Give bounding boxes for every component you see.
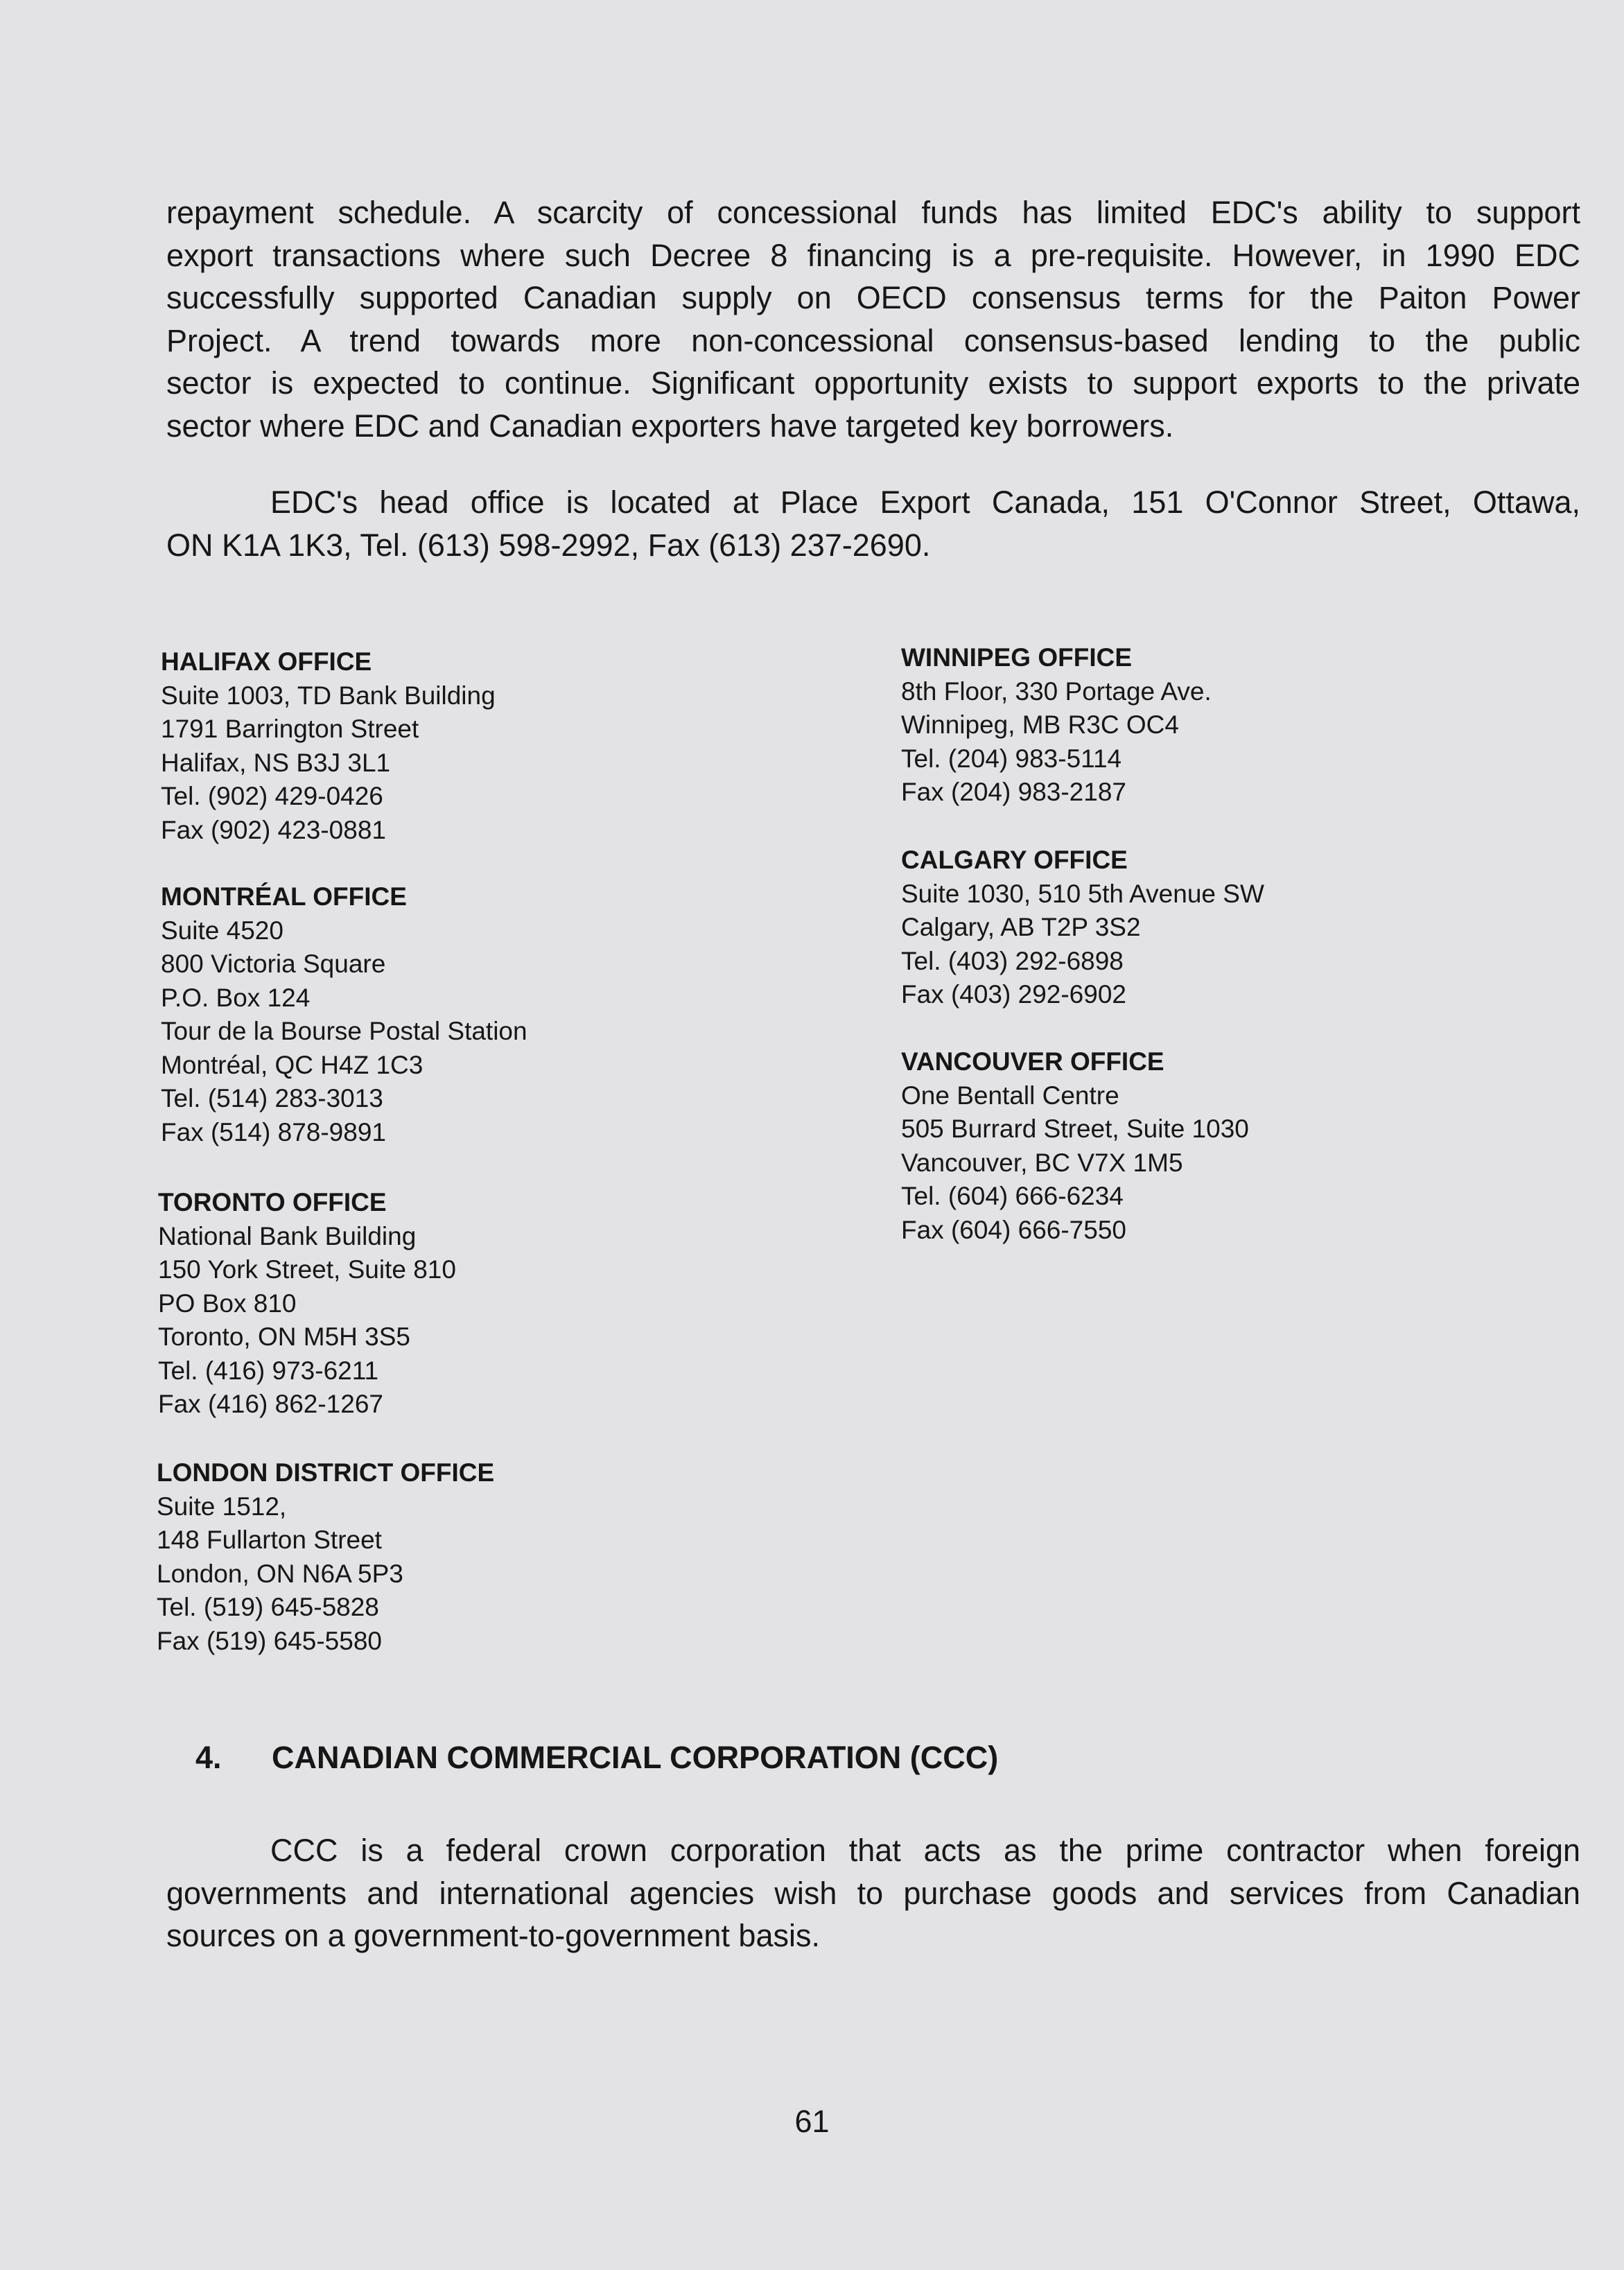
office-line: Tel. (514) 283-3013 [161, 1084, 383, 1112]
office-line: Tel. (604) 666-6234 [901, 1182, 1124, 1210]
office-line: Tel. (204) 983-5114 [901, 744, 1122, 773]
office-line: Suite 1512, [157, 1492, 287, 1521]
office-line: 150 York Street, Suite 810 [158, 1255, 456, 1284]
office-name: HALIFAX OFFICE [161, 647, 372, 676]
office-name: MONTRÉAL OFFICE [161, 882, 407, 911]
text-line: Project. A trend towards more non-concessional consensus-based lending to the public [166, 322, 1580, 358]
office-line: National Bank Building [158, 1221, 417, 1250]
office-line: Suite 1003, TD Bank Building [161, 681, 496, 710]
office-line: 800 Victoria Square [161, 950, 386, 978]
office-line: PO Box 810 [158, 1289, 297, 1318]
text-line: export transactions where such Decree 8 financing is a pre-requisite. However, in 1990 EDC [166, 237, 1580, 273]
office-line: One Bentall Centre [901, 1081, 1119, 1110]
text-line: successfully supported Canadian supply on OECD consensus terms for the Paiton Power [166, 280, 1580, 315]
office-line: Fax (416) 862-1267 [158, 1390, 383, 1418]
office-line: Winnipeg, MB R3C OC4 [901, 710, 1179, 739]
office-calgary [901, 844, 1264, 1012]
office-london-district [157, 1456, 494, 1658]
text-line: sector is expected to continue. Significant opportunity exists to support exports to the private [166, 365, 1580, 401]
office-line: Tel. (403) 292-6898 [901, 946, 1124, 975]
office-line: Toronto, ON M5H 3S5 [158, 1322, 410, 1351]
office-line: Tel. (902) 429-0426 [161, 782, 383, 810]
text-line: sector where EDC and Canadian exporters have targeted key borrowers. [166, 408, 1174, 444]
office-name: CALGARY OFFICE [901, 846, 1128, 874]
office-name: VANCOUVER OFFICE [901, 1047, 1164, 1076]
text-line: EDC's head office is located at Place Export Canada, 151 O'Connor Street, Ottawa, [270, 484, 1580, 520]
office-line: Montréal, QC H4Z 1C3 [161, 1050, 424, 1079]
text-line: sources on a government-to-government basis. [166, 1918, 820, 1953]
office-line: Vancouver, BC V7X 1M5 [901, 1148, 1183, 1177]
section-heading [195, 1740, 998, 1776]
office-winnipeg [901, 641, 1212, 810]
paragraph-ccc-description [166, 1829, 1580, 1957]
office-line: Suite 4520 [161, 916, 283, 945]
office-line: Fax (403) 292-6902 [901, 980, 1126, 1009]
text-line: governments and international agencies wish to purchase goods and services from Canadian [166, 1875, 1580, 1911]
office-line: 1791 Barrington Street [161, 715, 419, 743]
text-line: repayment schedule. A scarcity of concessional funds has limited EDC's ability to support [166, 195, 1580, 230]
office-line: Calgary, AB T2P 3S2 [901, 913, 1141, 941]
office-name: TORONTO OFFICE [158, 1188, 387, 1216]
office-line: Fax (519) 645-5580 [157, 1626, 382, 1655]
page-number: 61 [794, 2104, 830, 2139]
office-name: WINNIPEG OFFICE [901, 643, 1132, 672]
office-montreal [161, 880, 527, 1149]
office-line: Fax (604) 666-7550 [901, 1215, 1126, 1244]
text-line: ON K1A 1K3, Tel. (613) 598-2992, Fax (613) 237-2690. [166, 527, 931, 563]
section-title: CANADIAN COMMERCIAL CORPORATION (CCC) [272, 1740, 999, 1775]
office-line: 148 Fullarton Street [157, 1526, 382, 1554]
office-line: Fax (514) 878-9891 [161, 1117, 386, 1146]
office-vancouver [901, 1045, 1249, 1247]
office-line: 8th Floor, 330 Portage Ave. [901, 676, 1212, 706]
office-line: Tel. (416) 973-6211 [158, 1356, 379, 1385]
office-line: Tel. (519) 645-5828 [157, 1593, 379, 1621]
paragraph-edc-financing [166, 191, 1580, 447]
office-line: P.O. Box 124 [161, 983, 311, 1012]
office-name: LONDON DISTRICT OFFICE [157, 1458, 495, 1487]
office-line: Suite 1030, 510 5th Avenue SW [901, 879, 1264, 908]
office-line: Halifax, NS B3J 3L1 [161, 748, 391, 777]
office-toronto [158, 1186, 456, 1422]
office-halifax [161, 645, 496, 847]
office-line: Fax (902) 423-0881 [161, 815, 386, 844]
office-line: 505 Burrard Street, Suite 1030 [901, 1115, 1249, 1143]
text-line: CCC is a federal crown corporation that acts as the prime contractor when foreign [270, 1833, 1580, 1868]
section-number: 4. [195, 1740, 222, 1775]
paragraph-edc-head-office [166, 481, 1580, 566]
office-line: London, ON N6A 5P3 [157, 1559, 403, 1588]
office-line: Fax (204) 983-2187 [901, 778, 1126, 806]
office-line: Tour de la Bourse Postal Station [161, 1017, 527, 1045]
